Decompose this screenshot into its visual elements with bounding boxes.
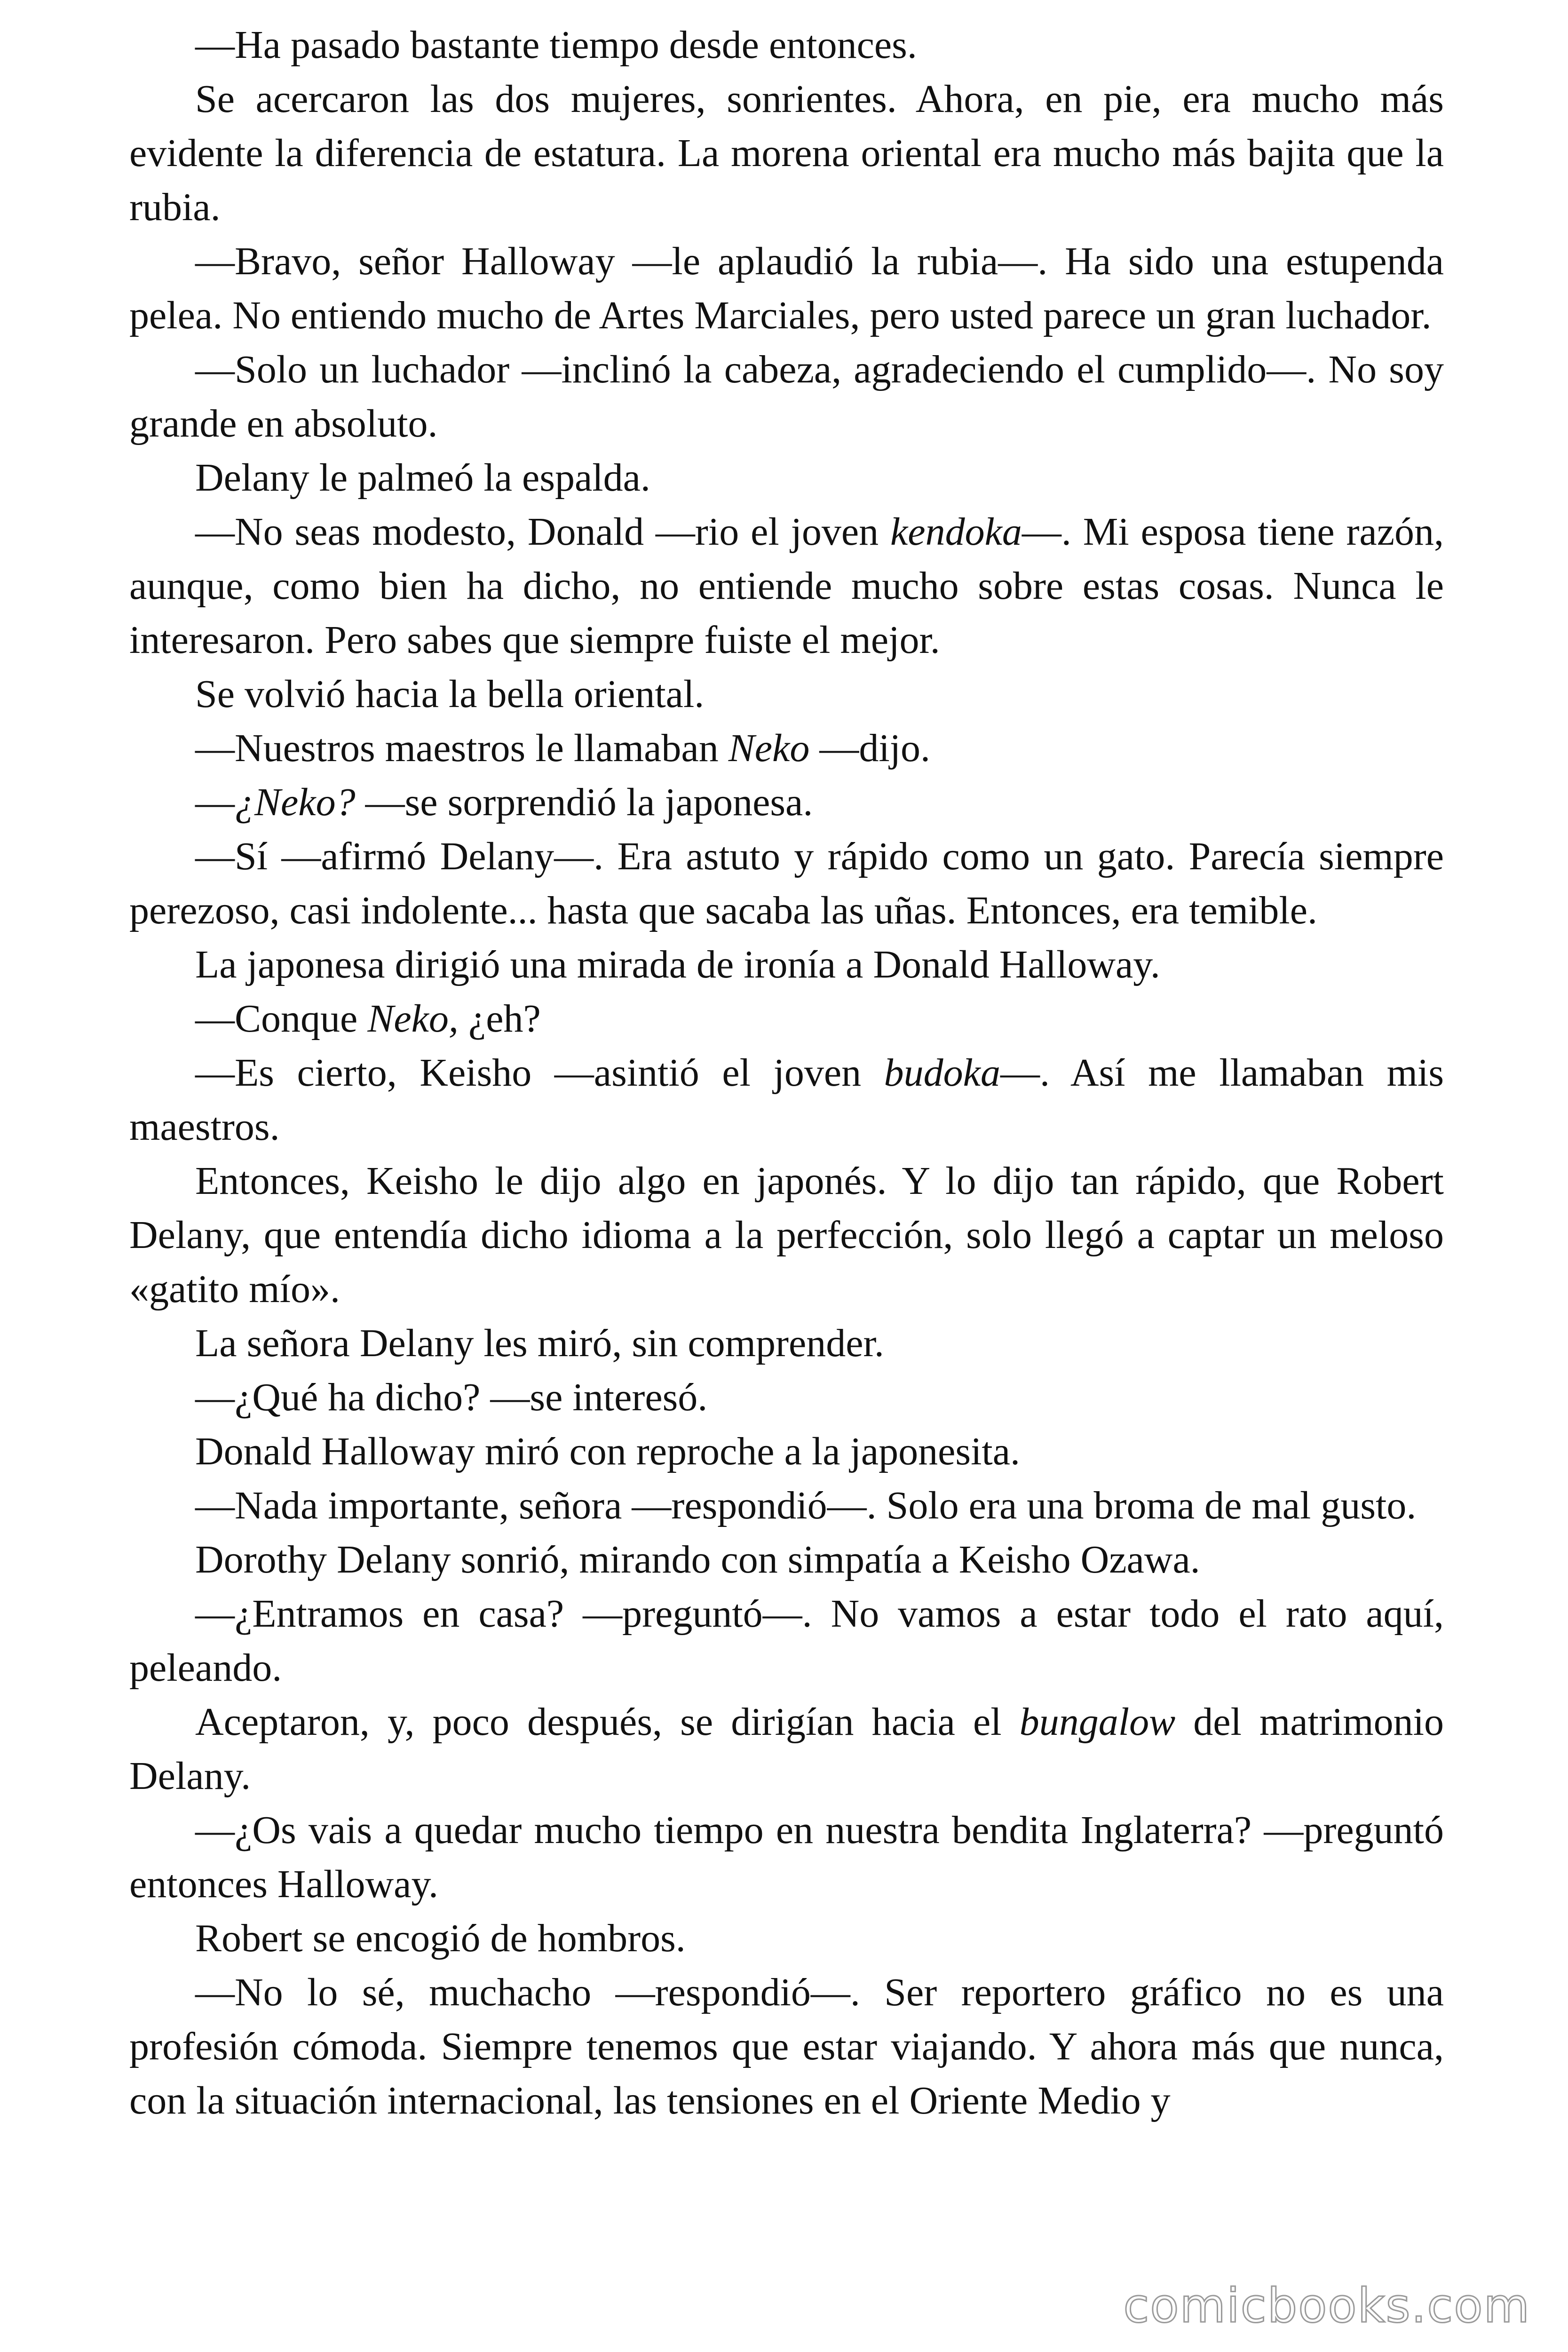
paragraph	[129, 1587, 1444, 1695]
text-run: —¿Os vais a quedar mucho tiempo en nuestra bendita Inglaterra? —preguntó entonces Halloway.	[129, 1808, 1444, 1906]
text-run: Donald Halloway miró con reproche a la japonesita.	[195, 1430, 1021, 1473]
watermark-logo: comicbooks.com	[1123, 2278, 1530, 2333]
paragraph	[129, 1533, 1444, 1587]
text-run: —. Así me llamaban mis maestros.	[129, 1051, 1444, 1149]
paragraph	[129, 775, 1444, 829]
text-run: —¿Qué ha dicho? —se interesó.	[195, 1375, 708, 1419]
italic-term: ¿Neko?	[235, 780, 356, 824]
paragraph	[129, 1424, 1444, 1478]
paragraph	[129, 1695, 1444, 1803]
paragraph	[129, 1370, 1444, 1424]
italic-term: bungalow	[1019, 1700, 1176, 1744]
text-run: Se volvió hacia la bella oriental.	[195, 672, 705, 716]
text-run: ¿eh?	[458, 997, 541, 1041]
text-run: Robert se encogió de hombros.	[195, 1916, 686, 1960]
text-run: La japonesa dirigió una mirada de ironía a Donald Halloway.	[195, 943, 1160, 986]
text-run: —Conque	[195, 997, 368, 1041]
paragraph	[129, 234, 1444, 342]
text-run: —dijo.	[809, 726, 930, 770]
text-run: —Sí —afirmó Delany—. Era astuto y rápido como un gato. Parecía siempre perezoso, casi indolente... hasta que sacaba las uñas. Entonces, era temible.	[129, 834, 1444, 932]
paragraph	[129, 505, 1444, 667]
text-run: —Nuestros maestros le llamaban	[195, 726, 729, 770]
text-run: —Nada importante, señora —respondió—. Solo era una broma de mal gusto.	[195, 1484, 1417, 1527]
text-run: del matrimonio Delany.	[129, 1700, 1444, 1798]
paragraph	[129, 667, 1444, 721]
paragraph	[129, 1803, 1444, 1911]
paragraph	[129, 18, 1444, 72]
text-run: —Ha pasado bastante tiempo desde entonces.	[195, 23, 917, 67]
text-run: —. Mi esposa tiene razón, aunque, como bien ha dicho, no entiende mucho sobre estas cosas. Nunca le interesaron. Pero sabes que siempre fuiste el mejor.	[129, 510, 1444, 662]
italic-term: budoka	[884, 1051, 1000, 1095]
text-run: —Solo un luchador —inclinó la cabeza, agradeciendo el cumplido—. No soy grande en absoluto.	[129, 348, 1444, 445]
text-run: —¿Entramos en casa? —preguntó—. No vamos a estar todo el rato aquí, peleando.	[129, 1592, 1444, 1690]
text-run: Entonces, Keisho le dijo algo en japonés. Y lo dijo tan rápido, que Robert Delany, que entendía dicho idioma a la perfección, solo llegó a captar un meloso «gatito mío».	[129, 1159, 1444, 1311]
paragraph	[129, 829, 1444, 938]
paragraph	[129, 1316, 1444, 1370]
text-run: —No seas modesto, Donald —rio el joven	[195, 510, 890, 554]
paragraph	[129, 938, 1444, 992]
text-run: —	[195, 780, 235, 824]
paragraph	[129, 721, 1444, 775]
text-run: —Es cierto, Keisho —asintió el joven	[195, 1051, 884, 1095]
paragraph	[129, 451, 1444, 505]
text-run: Delany le palmeó la espalda.	[195, 456, 650, 500]
paragraph	[129, 992, 1444, 1046]
text-run: Dorothy Delany sonrió, mirando con simpatía a Keisho Ozawa.	[195, 1538, 1200, 1581]
text-run: La señora Delany les miró, sin comprender.	[195, 1321, 884, 1365]
paragraph	[129, 1965, 1444, 2128]
text-run: —No lo sé, muchacho —respondió—. Ser reportero gráfico no es una profesión cómoda. Siempre tenemos que estar viajando. Y ahora más que nunca, con la situación internacional, las tensiones en el Oriente Medio y	[129, 1971, 1444, 2122]
paragraph	[129, 1046, 1444, 1154]
italic-term: Neko	[728, 726, 810, 770]
text-run: —Bravo, señor Halloway —le aplaudió la rubia—. Ha sido una estupenda pelea. No entiendo mucho de Artes Marciales, pero usted parece un gran luchador.	[129, 239, 1444, 337]
italic-term: kendoka	[890, 510, 1022, 554]
italic-term: Neko,	[367, 997, 459, 1041]
paragraph	[129, 1478, 1444, 1533]
paragraph	[129, 342, 1444, 451]
book-page-text	[129, 18, 1444, 2128]
paragraph	[129, 1911, 1444, 1965]
paragraph	[129, 72, 1444, 234]
text-run: —se sorprendió la japonesa.	[355, 780, 813, 824]
text-run: Aceptaron, y, poco después, se dirigían hacia el	[195, 1700, 1020, 1744]
text-run: Se acercaron las dos mujeres, sonrientes. Ahora, en pie, era mucho más evidente la diferencia de estatura. La morena oriental era mucho más bajita que la rubia.	[129, 77, 1444, 229]
paragraph	[129, 1154, 1444, 1316]
